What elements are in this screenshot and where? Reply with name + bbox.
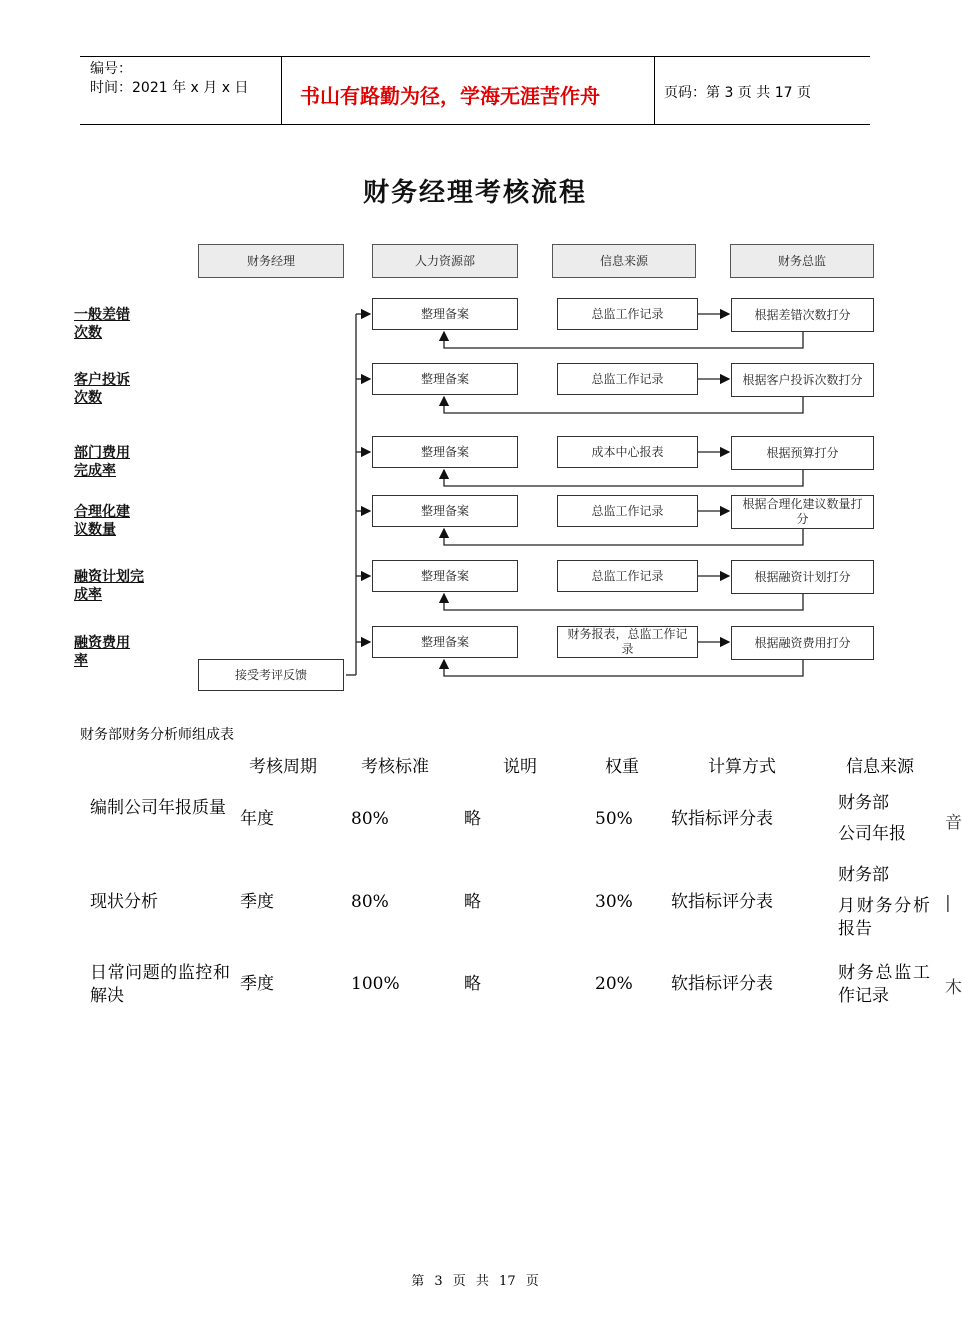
table-row-2-period: 季度 [240,892,274,912]
row-label-6: 融资费用 率 [74,635,130,669]
column-head-hr: 人力资源部 [372,244,518,278]
row-label-3: 部门费用 完成率 [74,445,130,479]
header-time-label: 时间：2021 年 x 月 x 日 [90,80,249,96]
source-box-6: 财务报表，总监工作记录 [557,626,698,658]
record-box-2: 整理备案 [372,363,518,395]
table-row-2-weight: 30% [595,892,633,912]
table-row-3-source-a: 财务总监工作记录 [838,963,930,1006]
table-row-2-item: 现状分析 [90,892,158,912]
source-box-5: 总监工作记录 [557,560,698,592]
table-row-1-weight: 50% [595,809,633,829]
table-row-3-note: 略 [464,974,481,994]
column-head-cfo: 财务总监 [730,244,874,278]
row-label-2: 客户投诉 次数 [74,372,130,406]
table-header-method: 计算方式 [708,757,776,777]
table-row-2-note: 略 [464,892,481,912]
table-caption: 财务部财务分析师组成表 [80,727,234,743]
score-box-3: 根据预算打分 [731,436,874,470]
header-motto: 书山有路勤为径，学海无涯苦作舟 [300,84,600,108]
source-box-3: 成本中心报表 [557,436,698,468]
table-row-1-source-a: 财务部 [838,793,889,813]
table-row-2-source-a: 财务部 [838,865,889,885]
score-box-6: 根据融资费用打分 [731,626,874,660]
table-header-source: 信息来源 [846,757,914,777]
table-row-1-standard: 80% [351,809,389,829]
table-row-1-period: 年度 [240,809,274,829]
table-row-2-method: 软指标评分表 [671,892,773,912]
score-box-2: 根据客户投诉次数打分 [731,363,874,397]
table-row-3-item: 日常问题的监控和解决 [90,963,230,1006]
record-box-3: 整理备案 [372,436,518,468]
table-row-3-standard: 100% [351,974,400,994]
row-label-1: 一般差错 次数 [74,307,130,341]
row-label-4: 合理化建 议数量 [74,504,130,538]
score-box-4: 根据合理化建议数量打分 [731,495,874,529]
table-header-note: 说明 [503,757,537,777]
table-row-1-method: 软指标评分表 [671,809,773,829]
column-head-finance-manager: 财务经理 [198,244,344,278]
header-page-label: 页码：第 3 页 共 17 页 [664,85,811,101]
table-header-period: 考核周期 [249,757,317,777]
source-box-4: 总监工作记录 [557,495,698,527]
column-head-info-source: 信息来源 [552,244,696,278]
feedback-box: 接受考评反馈 [198,659,344,691]
score-box-1: 根据差错次数打分 [731,298,874,332]
source-box-2: 总监工作记录 [557,363,698,395]
table-row-2-source-b: 月财务分析报告 [838,896,930,939]
header-number-label: 编号： [90,61,132,77]
flowchart-title: 财务经理考核流程 [362,178,587,208]
table-row-1-cut: 音 [945,813,962,833]
record-box-4: 整理备案 [372,495,518,527]
table-header-standard: 考核标准 [361,757,429,777]
table-row-1-note: 略 [464,809,481,829]
table-row-3-period: 季度 [240,974,274,994]
source-box-1: 总监工作记录 [557,298,698,330]
row-label-5: 融资计划完 成率 [74,569,144,603]
table-row-2-cut: | [945,893,951,913]
table-row-1-source-b: 公司年报 [838,824,906,844]
page-footer: 第 3 页 共 17 页 [411,1274,539,1289]
table-row-3-cut: 木 [945,978,962,998]
record-box-1: 整理备案 [372,298,518,330]
record-box-5: 整理备案 [372,560,518,592]
score-box-5: 根据融资计划打分 [731,560,874,594]
table-row-3-weight: 20% [595,974,633,994]
record-box-6: 整理备案 [372,626,518,658]
table-row-3-method: 软指标评分表 [671,974,773,994]
table-row-2-standard: 80% [351,892,389,912]
table-row-1-item: 编制公司年报质量 [90,798,226,818]
table-header-weight: 权重 [605,757,639,777]
